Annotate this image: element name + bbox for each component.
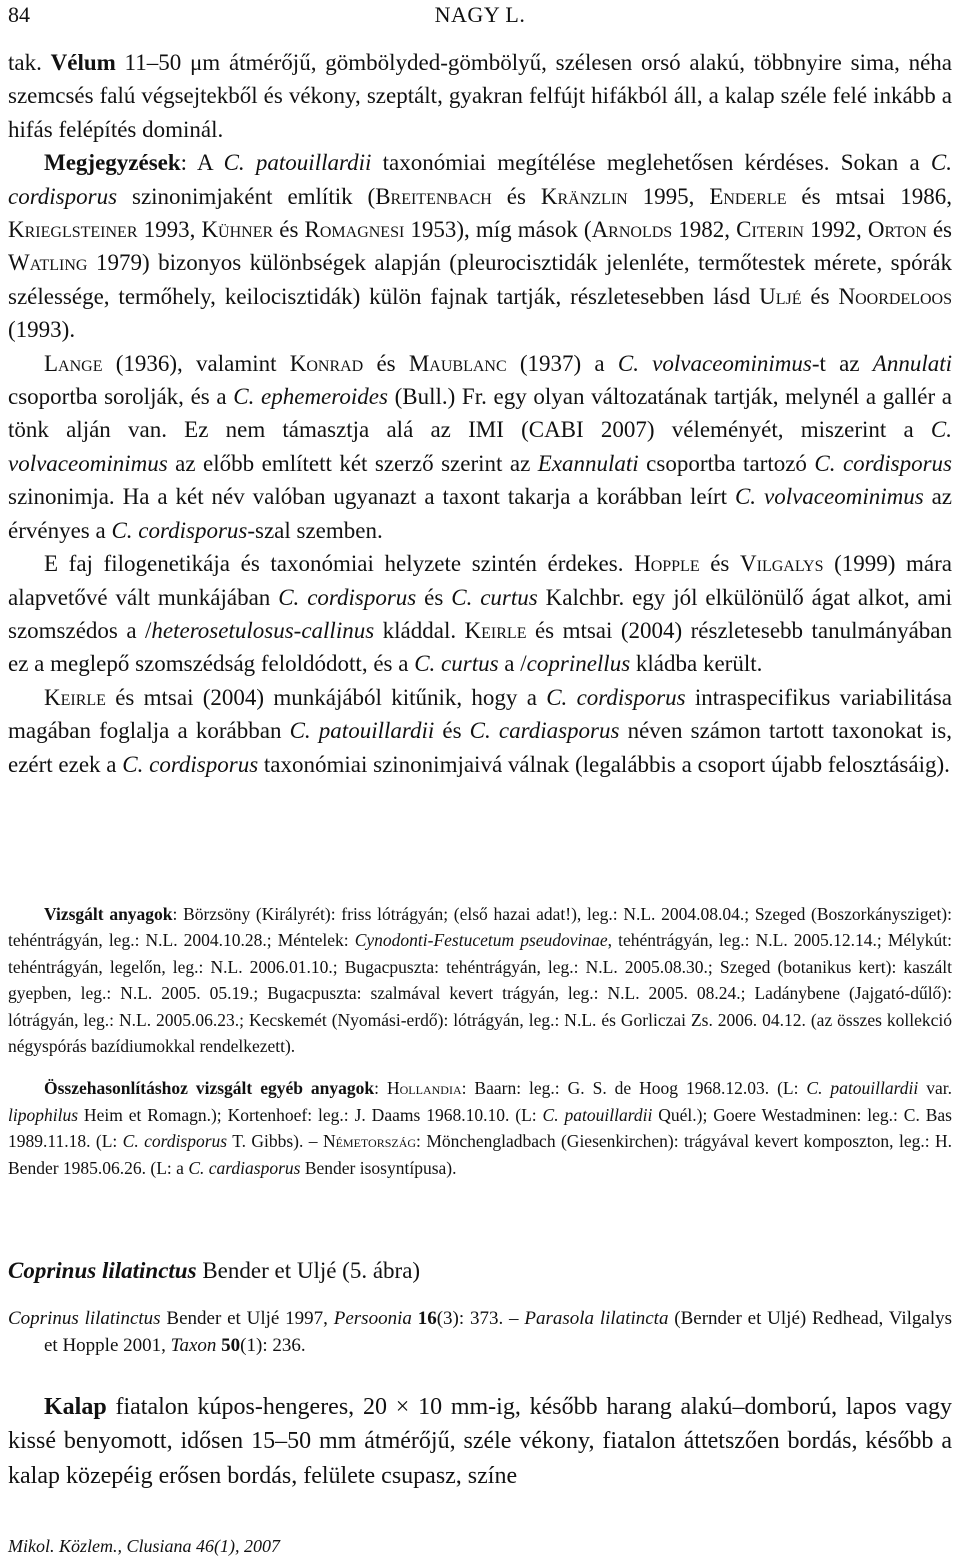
author-name: Keirle: [44, 684, 106, 710]
text: 1953), míg mások (: [404, 217, 592, 243]
text: : Börzsöny (Királyrét): friss lótrágyán; (első hazai adat!), leg.: N.L. 2004.08.04.; Szeged (Boszorkánysziget): tehéntrágyán, leg.: N.L. 2004.10.28.; Méntelek:: [8, 904, 952, 951]
taxon-name: C. cordisporus: [546, 684, 686, 710]
author-name: Konrad: [289, 350, 364, 376]
text: és: [926, 217, 953, 243]
text: (1993).: [8, 317, 76, 343]
text: Bender isosyntípusa).: [300, 1157, 457, 1178]
taxon-name: lipophilus: [8, 1104, 79, 1125]
taxon-name: Parasola lilatincta: [524, 1308, 669, 1329]
paragraph-kalap: [8, 1390, 952, 1493]
author-name: Breitenbach: [375, 183, 492, 209]
text: és mtsai (2004) munkájából kitűnik, hogy a: [105, 684, 547, 710]
taxon-name: C. patouillardii: [289, 718, 435, 744]
paragraph-notes: [8, 146, 952, 346]
page-number: 84: [8, 2, 30, 27]
taxon-name: C. cordisporus: [122, 751, 259, 777]
text: 1979) bizonyos különbségek alapján (pleurocisztidák jelenléte, termőtestek mérete, spórák szélessége, termőhely, keilocisztidák) külön fajnak tartják, részletesebben lásd: [8, 250, 952, 309]
text: és mtsai (2004) részletesebb tanulmányában ez a meglepő szomszédság feloldódott, és a: [8, 617, 952, 677]
author-name: Kühner: [201, 217, 274, 243]
journal-name: Taxon: [170, 1335, 217, 1356]
velum-label: Vélum: [50, 50, 116, 75]
text: :: [374, 1078, 387, 1099]
text: és: [363, 350, 409, 376]
author-name: Enderle: [709, 183, 787, 209]
text: T. Gibbs). –: [227, 1131, 323, 1152]
paragraph-lange: [8, 347, 952, 547]
text: -: [293, 617, 302, 643]
taxon-name: C. curtus: [451, 584, 538, 610]
taxon-name: callinus: [301, 617, 375, 643]
text: néven számon tartott taxonokat is, ezért ezek a: [8, 718, 952, 777]
journal-name: Persoonia: [333, 1308, 412, 1329]
text: csoportba tartozó: [638, 450, 815, 476]
author-name: Citerin: [736, 217, 804, 243]
text: csoportba sorolják, és a: [8, 384, 234, 410]
taxon-name: C. cordisporus: [111, 517, 248, 543]
taxon-name: C. cardiasporus: [188, 1157, 301, 1178]
country-name: Hollandia: [386, 1078, 462, 1099]
text: (1936), valamint: [102, 350, 290, 376]
materials-section: [8, 901, 952, 1181]
journal-footer: Mikol. Közlem., Clusiana 46(1), 2007: [8, 1536, 280, 1556]
running-header: [8, 0, 952, 32]
text: és mtsai 1986,: [786, 183, 952, 209]
text: és: [801, 283, 839, 309]
compared-materials: [8, 1075, 952, 1181]
author-name: Orton: [867, 217, 927, 243]
text: 1992,: [803, 217, 868, 243]
taxon-name: C. patouillardii: [806, 1078, 919, 1099]
text: 1995,: [627, 183, 710, 209]
species-authors: Bender et Uljé (5. ábra): [196, 1258, 421, 1283]
text: (3): 373. –: [436, 1308, 525, 1329]
author-name: Arnolds: [591, 217, 673, 243]
author-name: Krieglsteiner: [8, 217, 138, 243]
examined-materials: [8, 901, 952, 1059]
text: 11–50 μm átmérőjű, gömbölyded-gömbölyű, szélesen orsó alakú, többnyire sima, néha szemcsés falú végsejtekből és vékony, szeptált, gyakran felfújt hifákból áll, a kalap széle felé inkább a hifás felépítés dominál.: [8, 50, 952, 142]
taxon-name: heterosetulosus: [151, 617, 294, 643]
taxon-name: C. cordisporus: [278, 584, 417, 610]
text: var.: [918, 1078, 952, 1099]
text: Kalchbr. egy jól elkülönülő ágat alkot, ami szomszédos a /: [8, 584, 952, 643]
text: E faj filogenetikája és taxonómiai helyzete szintén érdekes.: [44, 551, 635, 577]
citation-text: [8, 1305, 952, 1359]
taxon-name: C. cordisporus: [814, 450, 952, 476]
taxon-name: C. volvaceominimus: [734, 484, 924, 510]
text: szinonimja. Ha a két név valóban ugyanazt a taxont takarja a korábban leírt: [8, 484, 735, 510]
author-name: Romagnesi: [304, 217, 405, 243]
text: (Bernder et Uljé) Redhead, Vilgalys et Hopple 2001,: [44, 1308, 952, 1356]
description-section: [8, 1390, 952, 1493]
taxon-name: C. volvaceominimus: [617, 350, 812, 376]
running-head-author: NAGY L.: [434, 2, 526, 27]
text: és: [491, 183, 541, 209]
author-name: Uljé: [759, 283, 802, 309]
taxon-name: C. patouillardii: [223, 150, 372, 176]
compared-label: Összehasonlításhoz vizsgált egyéb anyagok: [44, 1078, 375, 1099]
text: fiatalon kúpos-hengeres, 20 × 10 mm-ig, később harang alakú–domború, lapos vagy kissé benyomott, idősen 15–50 mm átmérőjű, széle vékony, fiatalon áttetszően bordás, később a kalap közepéig erősen bordás, felülete csupasz, színe: [8, 1394, 952, 1489]
author-name: Vilgalys: [740, 551, 824, 577]
text: tak.: [8, 50, 51, 75]
text: az érvényes a: [8, 484, 953, 543]
paragraph-phylogeny: [8, 547, 952, 681]
nomenclature-citation: [8, 1305, 952, 1359]
text: Quél.); Goere Westadminen: leg.: C. Bas 1989.11.18. (L:: [8, 1104, 952, 1152]
text: 1993,: [137, 217, 202, 243]
author-name: Kränzlin: [540, 183, 628, 209]
volume-number: 16: [417, 1308, 437, 1329]
text: kládba került.: [630, 651, 763, 677]
taxon-name: C. ephemeroides: [233, 384, 388, 410]
text: (1937) a: [506, 350, 618, 376]
text: : Baarn: leg.: G. S. de Hoog 1968.12.03. (L:: [461, 1078, 807, 1099]
taxon-name: coprinellus: [526, 651, 631, 677]
author-name: Watling: [8, 250, 88, 276]
text: Bender et Uljé 1997,: [160, 1308, 334, 1329]
text: és: [699, 551, 741, 577]
text: (1999) mára alapvetővé vált munkájában: [8, 551, 952, 610]
text: kláddal.: [374, 617, 465, 643]
taxon-name: Cynodonti-Festucetum pseudovinae: [354, 930, 608, 951]
paragraph-velum: [8, 46, 952, 146]
taxon-name: C. cordisporus: [122, 1131, 228, 1152]
text: : A: [180, 150, 224, 176]
taxon-name: C. volvaceominimus: [8, 417, 952, 476]
text: és: [416, 584, 452, 610]
author-name: Lange: [44, 350, 103, 376]
paragraph-keirle: [8, 681, 952, 781]
text: szinonimjaként említik (: [117, 183, 376, 209]
main-text: [8, 46, 952, 781]
taxon-name: Exannulati: [537, 450, 639, 476]
text: : Mönchengladbach (Giesenkirchen): trágyával kevert komposzton, leg.: H. Bender 1985.06.26. (L: a: [8, 1131, 952, 1178]
author-name: Hopple: [634, 551, 700, 577]
author-name: Keirle: [464, 617, 527, 643]
text: -szal szemben.: [247, 517, 383, 543]
text: és: [273, 217, 305, 243]
volume-number: 50: [221, 1335, 241, 1356]
text: -t az: [811, 350, 873, 376]
notes-label: Megjegyzések: [44, 150, 181, 176]
taxon-name: Annulati: [872, 350, 953, 376]
country-name: Németország: [322, 1131, 417, 1152]
species-name: Coprinus lilatinctus: [8, 1258, 197, 1283]
text: Heim et Romagn.); Kortenhoef: leg.: J. Daams 1968.10.10. (L:: [78, 1104, 543, 1125]
taxon-name: C. patouillardii: [542, 1104, 653, 1125]
taxon-name: C. cardiasporus: [469, 718, 620, 744]
text: taxonómiai szinonimjaivá válnak (legalábbis a csoport újabb felosztásáig).: [258, 751, 950, 777]
taxon-name: C. curtus: [414, 651, 499, 677]
text: az előbb említett két szerző szerint az: [167, 450, 538, 476]
text: (Bull.) Fr. egy olyan változatának tartják, melynél a gallér a tönk alján van. Ez nem támasztja alá az IMI (CABI 2007) véleményét, miszerint a: [8, 384, 953, 443]
kalap-label: Kalap: [44, 1394, 107, 1420]
taxon-name: C. cordisporus: [8, 150, 952, 209]
text: , tehéntrágyán, leg.: N.L. 2005.12.14.; Mélykút: tehéntrágyán, legelőn, leg.: N.L. 2006.01.10.; Bugacpuszta: tehéntrágyán, leg.: N.L. 2005.08.30.; Szeged (botanikus kert): kaszált gyepben, leg.: N.L. 2005. 05.19.; Bugacpuszta: szalmával kevert trágyán, leg.: N.L. 2005. 08.24.; Ladánybene (Jajgató-dűlő): lótrágyán, leg.: N.L. 2005.06.23.; Kecskemét (Nyomási-erdő): lótrágyán, leg.: N.L. és Gorliczai Zs. 2006. 04.12. (az összes kollekció négyspórás bazídiumokkal rendelkezett).: [8, 930, 952, 1057]
text: és: [434, 718, 470, 744]
author-name: Noordeloos: [838, 283, 952, 309]
taxon-name: Coprinus lilatinctus: [8, 1308, 161, 1329]
text: (1): 236.: [240, 1335, 306, 1356]
text: taxonómiai megítélése meglehetősen kérdéses. Sokan a: [371, 150, 931, 176]
text: intraspecifikus variabilitása magában foglalja a korábban: [8, 684, 952, 744]
text: a /: [498, 651, 527, 677]
materials-label: Vizsgált anyagok: [44, 904, 173, 924]
species-heading: [8, 1258, 952, 1284]
author-name: Maublanc: [408, 350, 507, 376]
text: 1982,: [672, 217, 737, 243]
